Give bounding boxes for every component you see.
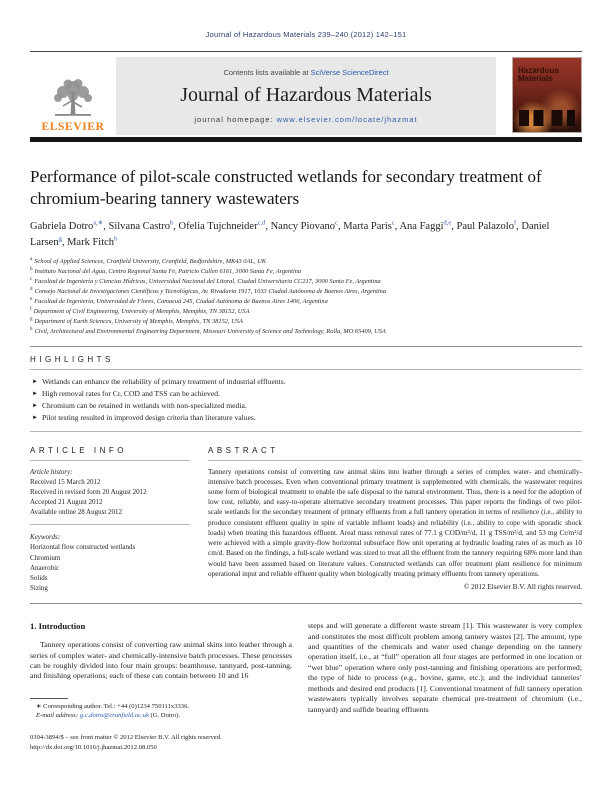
journal-cover-thumbnail[interactable]	[512, 57, 582, 133]
keyword: Sizing	[30, 583, 48, 592]
corresponding-author-line: ∗ Corresponding author. Tel.: +44 (0)1234 750111x3336.	[36, 702, 190, 710]
body-left-column	[30, 621, 306, 752]
elsevier-wordmark: ELSEVIER	[41, 121, 105, 133]
info-abstract-section	[30, 446, 582, 594]
highlight-item: ► Pilot testing resulted in improved design criteria than literature values.	[32, 412, 256, 422]
body-columns	[30, 621, 582, 752]
bullet-arrow-icon: ►	[32, 379, 38, 386]
author: Ana Faggi$^{d,e}$,	[399, 219, 457, 232]
introduction-paragraph-right: steps and will generate a different waste stream [1]. This wastewater is very complex and constitutes the most difficult problem among tannery wastes [2]. The amount, type and quantities of the chemicals and water used change depending on the tannery operation itself, i.e., at “full” operation all four stages are performed in one location or “wet blue” operation where only post-tanning and finishing operations are performed; the type of hide to process (e.g., bovine, game, etc.); and the individual tanneries’ methods and desired end products [1]. Conventional treatment of full tannery operation wastewaters typically involves separate chemical pre-treatment of chromium (i.e., tannyard) and sulfide bearing effluents	[308, 621, 582, 714]
abstract-heading: ABSTRACT	[208, 445, 279, 455]
keyword: Anaerobic	[30, 563, 60, 572]
email-line	[30, 711, 292, 720]
section-rule	[30, 346, 582, 347]
keyword: Horizontal flow constructed wetlands	[30, 543, 136, 552]
keyword: Solids	[30, 573, 48, 582]
paper-title: Performance of pilot-scale constructed wetlands for secondary treatment of chromium-bearing tannery wastewaters	[30, 167, 542, 208]
journal-citation: Journal of Hazardous Materials 239–240 (2012) 142–151	[205, 30, 407, 39]
doi-link[interactable]: http://dx.doi.org/10.1016/j.jhazmat.2012.08.050	[30, 743, 157, 751]
affiliation: $^h$ Civil, Architectural and Environmental Engineering Department, Missouri University of Science and Technology, Rolla, MO 65409, USA	[30, 326, 386, 335]
cover-title-line1: Hazardous	[518, 66, 559, 75]
body-right-column	[306, 621, 582, 752]
abstract-bottom-rule	[30, 603, 582, 604]
journal-masthead	[116, 57, 496, 135]
cover-column	[496, 57, 582, 135]
abstract-column	[208, 446, 582, 594]
elsevier-tree-icon	[50, 78, 96, 120]
bullet-arrow-icon: ►	[32, 403, 38, 410]
history-entry: Available online 28 August 2012	[30, 508, 123, 517]
affiliation: $^g$ Department of Earth Sciences, University of Memphis, Memphis, TN 38152, USA	[30, 316, 243, 325]
journal-header	[30, 57, 582, 135]
highlights-bottom-rule	[30, 431, 582, 432]
cover-photo	[519, 110, 575, 126]
keywords-label: Keywords:	[30, 533, 61, 542]
footnote-rule	[30, 698, 68, 699]
article-history-label: Article history:	[30, 467, 73, 476]
issn-line: 0304-3894/$ – see front matter © 2012 Elsevier B.V. All rights reserved.	[30, 734, 222, 742]
author: Daniel Larsen$^g$,	[30, 221, 550, 248]
email-link[interactable]: g.c.dotro@cranfield.ac.uk	[79, 712, 149, 720]
elsevier-logo[interactable]	[30, 57, 116, 135]
bullet-arrow-icon: ►	[32, 391, 38, 398]
header-top-rule	[30, 51, 582, 52]
author: Marta Paris$^c$,	[343, 219, 400, 232]
highlights-list	[30, 370, 582, 431]
sciverse-sciencedirect-link[interactable]: SciVerse ScienceDirect	[310, 68, 389, 77]
highlight-item: ► Wetlands can enhance the reliability of primary treatment of industrial effluents.	[32, 376, 286, 386]
author: Silvana Castro$^b$,	[108, 219, 179, 232]
abstract-rule	[208, 460, 582, 461]
affiliation: $^d$ Consejo Nacional de Investigaciones Científicas y Tecnológicas, Av. Rivadavia 1917, 1033 Ciudad Autónoma de Buenos Aires, Argentina	[30, 286, 387, 295]
history-entry: Accepted 21 August 2012	[30, 497, 103, 506]
article-info-heading: ARTICLE INFO	[30, 445, 127, 455]
article-info-rule	[30, 460, 190, 461]
contents-line	[223, 68, 388, 77]
keywords-rule	[30, 524, 190, 525]
highlight-item: ► High removal rates for Cr, COD and TSS can be achieved.	[32, 388, 220, 398]
email-label: E-mail address:	[36, 712, 79, 720]
homepage-line	[194, 115, 417, 124]
affiliation: $^f$ Department of Civil Engineering, University of Memphis, Memphis, TN 38152, USA	[30, 306, 250, 315]
history-entry: Received 15 March 2012	[30, 477, 101, 486]
affiliation: $^c$ Facultad de Ingeniería y Ciencias Hídricas, Universidad Nacional del Litoral, Ciudad Universitaria CC217, 3000 Santa Fe, Argentina	[30, 276, 381, 285]
affiliation: $^e$ Facultad de Ingeniería, Universidad de Flores, Camacuá 245, Ciudad Autónoma de Buenos Aires 1406, Argentina	[30, 296, 328, 305]
cover-title	[518, 67, 559, 84]
bullet-arrow-icon: ►	[32, 415, 38, 422]
history-entry: Received in revised form 20 August 2012	[30, 487, 147, 496]
homepage-prefix: journal homepage:	[194, 115, 277, 124]
affiliation: $^a$ School of Applied Sciences, Cranfield University, Cranfield, Bedfordshire, MK43 0AL, UK	[30, 256, 266, 266]
author: Nancy Piovano$^c$,	[270, 219, 344, 232]
publisher-info	[30, 733, 292, 752]
highlight-item: ► Chromium can be retained in wetlands with non-specialized media.	[32, 400, 247, 410]
affiliation-list	[30, 257, 582, 337]
cover-title-line2: Materials	[518, 74, 553, 84]
abstract-copyright: © 2012 Elsevier B.V. All rights reserved.	[463, 582, 582, 591]
highlights-heading: HIGHLIGHTS	[30, 354, 114, 364]
author-list	[30, 219, 582, 250]
journal-title: Journal of Hazardous Materials	[180, 84, 432, 106]
corresponding-author-footnote	[30, 698, 292, 720]
author: Gabriela Dotro$^{a,∗}$,	[30, 219, 109, 232]
journal-homepage-link[interactable]: www.elsevier.com/locate/jhazmat	[276, 115, 418, 124]
author: Ofelia Tujchneider$^{c,d}$,	[178, 219, 271, 232]
affiliation: $^b$ Instituto Nacional del Agua, Centro Regional Santa Fe, Patricio Cullen 6161, 3000 Santa Fe, Argentina	[30, 266, 302, 276]
author: Paul Palazolo$^f$,	[456, 219, 522, 232]
author: Mark Fitch$^h$	[67, 235, 118, 248]
abstract-text: Tannery operations consist of converting raw animal skins into leather through a series of complex water- and chemically-intensive batch processes. Even when conventional primary treatment is supplemented with chemicals, the wastewater requires some form of biological treatment to enable the safe disposal to the natural environment. Thus, there is a need for the adoption of low cost, reliable, and easy-to-operate alternative secondary treatment processes. This paper reports the findings of two pilot-scale wetlands for the secondary treatment of primary effluents from a full tannery operation in terms of resilience (i.e., ability to produce consistent effluent quality in spite of variable influent loads) and reliability (i.e., ability to cope with sporadic shock loads) when treating this hazardous effluent. Areal mass removal rates of 77.1 g COD/m²/d, 11 g TSS/m²/d, and 53 mg Cr/m²/d were achieved with a simple gravity-flow horizontal subsurface flow unit operating at hydraulic loading rates of as much as 10 cm/d. Based on the findings, a full-scale wetland was sized to treat all the effluent from the tannery requiring 68% more land than would have been assumed based on literature values. Constructed wetlands can offer treatment plant resilience for minimum operational input and reliable effluent quality when biologically treating primary effluents from tannery operations.	[208, 467, 582, 578]
header-divider-bar	[30, 137, 582, 142]
email-suffix: (G. Dotro).	[148, 712, 181, 720]
keyword: Chromium	[30, 553, 61, 562]
contents-prefix: Contents lists available at	[223, 68, 311, 77]
introduction-paragraph-left: Tannery operations consist of converting raw animal skins into leather through a series of complex water- and chemically-intensive batch processes. These processes can be roughly divided into four main groups: beamhouse, tannyard, post-tanning, and finishing operations; each of these can contain between 10 and 16	[30, 640, 292, 681]
article-info-column	[30, 446, 208, 594]
introduction-heading: 1. Introduction	[30, 621, 86, 632]
